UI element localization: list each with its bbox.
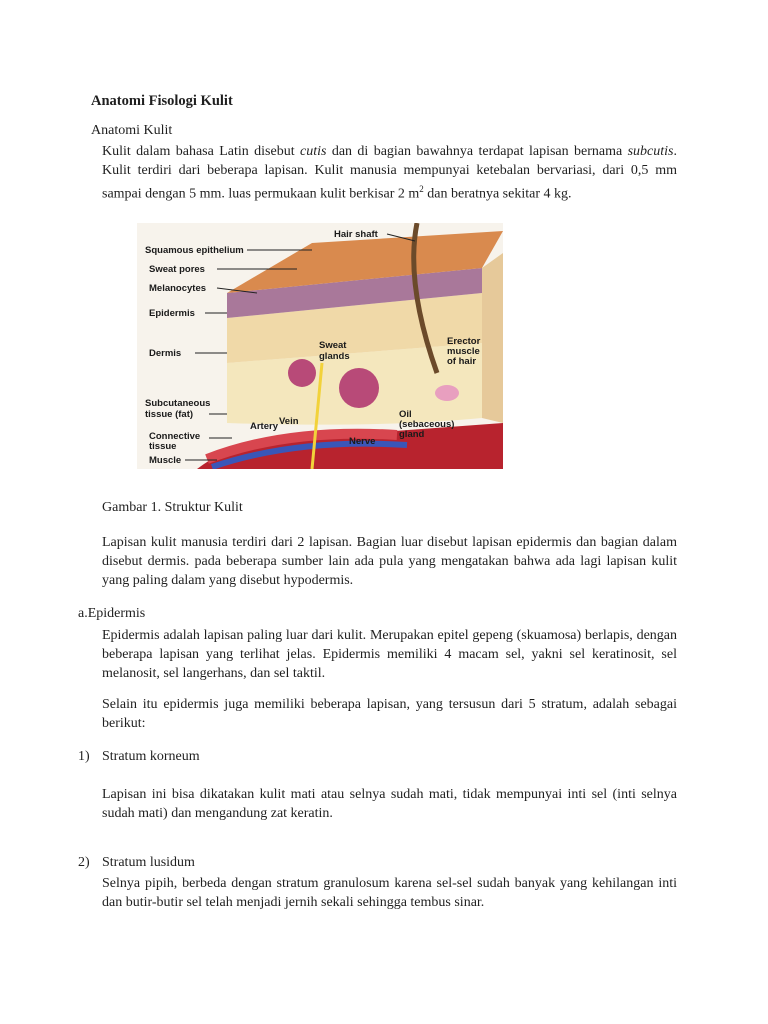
term-subcutis: subcutis: [627, 144, 674, 159]
paragraph-intro: [102, 142, 677, 204]
label-nerve: Nerve: [349, 436, 376, 447]
text-segment: Kulit dalam bahasa Latin disebut: [102, 144, 300, 159]
label-connective-tissue: Connective: [149, 431, 201, 442]
label-subcutaneous: Subcutaneous: [145, 398, 211, 409]
label-oil-gland-line2: (sebaceous): [399, 419, 455, 430]
label-muscle: Muscle: [149, 455, 182, 466]
label-erector-muscle-line2: muscle: [447, 346, 480, 357]
sweat-gland-2: [339, 368, 379, 408]
label-vein: Vein: [279, 416, 299, 427]
label-oil-gland-line3: gland: [399, 429, 425, 440]
label-artery: Artery: [250, 421, 278, 432]
figure-caption: Gambar 1. Struktur Kulit: [102, 500, 243, 515]
label-dermis: Dermis: [149, 348, 182, 359]
label-subcutaneous-line2: tissue (fat): [145, 409, 194, 420]
label-sweat-glands-line2: glands: [319, 351, 350, 362]
label-sweat-glands: Sweat: [319, 340, 347, 351]
label-erector-muscle-line3: of hair: [447, 356, 477, 367]
text-segment: . Kulit terdiri dari beberapa lapisan. Kulit manusia mempunyai ketebalan bervariasi, dari 0,5 mm sampai dengan 5 mm. luas permukaan kulit berkisar 2 m: [102, 144, 677, 202]
text-segment: dan di bagian bawahnya terdapat lapisan bernama: [326, 144, 628, 159]
paragraph-stratum-korneum: Lapisan ini bisa dikatakan kulit mati atau selnya sudah mati, tidak mempunyai inti sel (inti selnya sudah mati) dan mengandung zat keratin.: [102, 787, 677, 821]
list-number-2: 2): [78, 855, 90, 870]
label-melanocytes: Melanocytes: [149, 283, 207, 294]
superscript: 2: [419, 184, 424, 194]
sweat-gland-1: [288, 359, 316, 387]
paragraph-epidermis: Epidermis adalah lapisan paling luar dari kulit. Merupakan epitel gepeng (skuamosa) berlapis, dengan beberapa lapisan yang terlihat jelas. Epidermis memiliki 4 macam sel, yakni sel keratinosit, sel melanosit, sel langerhans, dan sel taktil.: [102, 628, 677, 681]
label-squamous-epithelium: Squamous epithelium: [145, 245, 244, 256]
cut-face: [482, 253, 503, 423]
paragraph-stratum-lusidum: Selnya pipih, berbeda dengan stratum granulosum karena sel-sel sudah banyak yang kehilangan inti dan butir-butir sel telah menjadi jernih sekali sehingga tembus sinar.: [102, 876, 677, 910]
section-heading-anatomi-kulit: Anatomi Kulit: [91, 123, 173, 138]
label-epidermis: Epidermis: [149, 308, 195, 319]
document-title: Anatomi Fisologi Kulit: [91, 93, 233, 109]
list-number-1: 1): [78, 749, 90, 764]
list-item-stratum-lusidum: Stratum lusidum: [102, 855, 195, 870]
skin-structure-figure: [137, 223, 503, 469]
label-erector-muscle: Erector: [447, 336, 481, 347]
oil-gland: [435, 385, 459, 401]
label-hair-shaft: Hair shaft: [334, 229, 378, 240]
text-segment: dan beratnya sekitar 4 kg.: [423, 186, 572, 202]
paragraph-lapisan: Lapisan kulit manusia terdiri dari 2 lapisan. Bagian luar disebut lapisan epidermis dan bagian dalam disebut dermis. pada beberapa sumber lain ada pula yang mengatakan bahwa ada lagi lapisan kulit yang paling dalam yang disebut hypodermis.: [102, 535, 677, 588]
paragraph-stratum-intro: Selain itu epidermis juga memiliki beberapa lapisan, yang tersusun dari 5 stratum, adalah sebagai berikut:: [102, 697, 677, 731]
list-item-stratum-korneum: Stratum korneum: [102, 749, 200, 764]
label-connective-tissue-line2: tissue: [149, 441, 177, 452]
label-oil-gland: Oil: [399, 409, 412, 420]
term-cutis: cutis: [299, 144, 327, 159]
label-sweat-pores: Sweat pores: [149, 264, 205, 275]
section-heading-epidermis: a.Epidermis: [78, 606, 146, 621]
